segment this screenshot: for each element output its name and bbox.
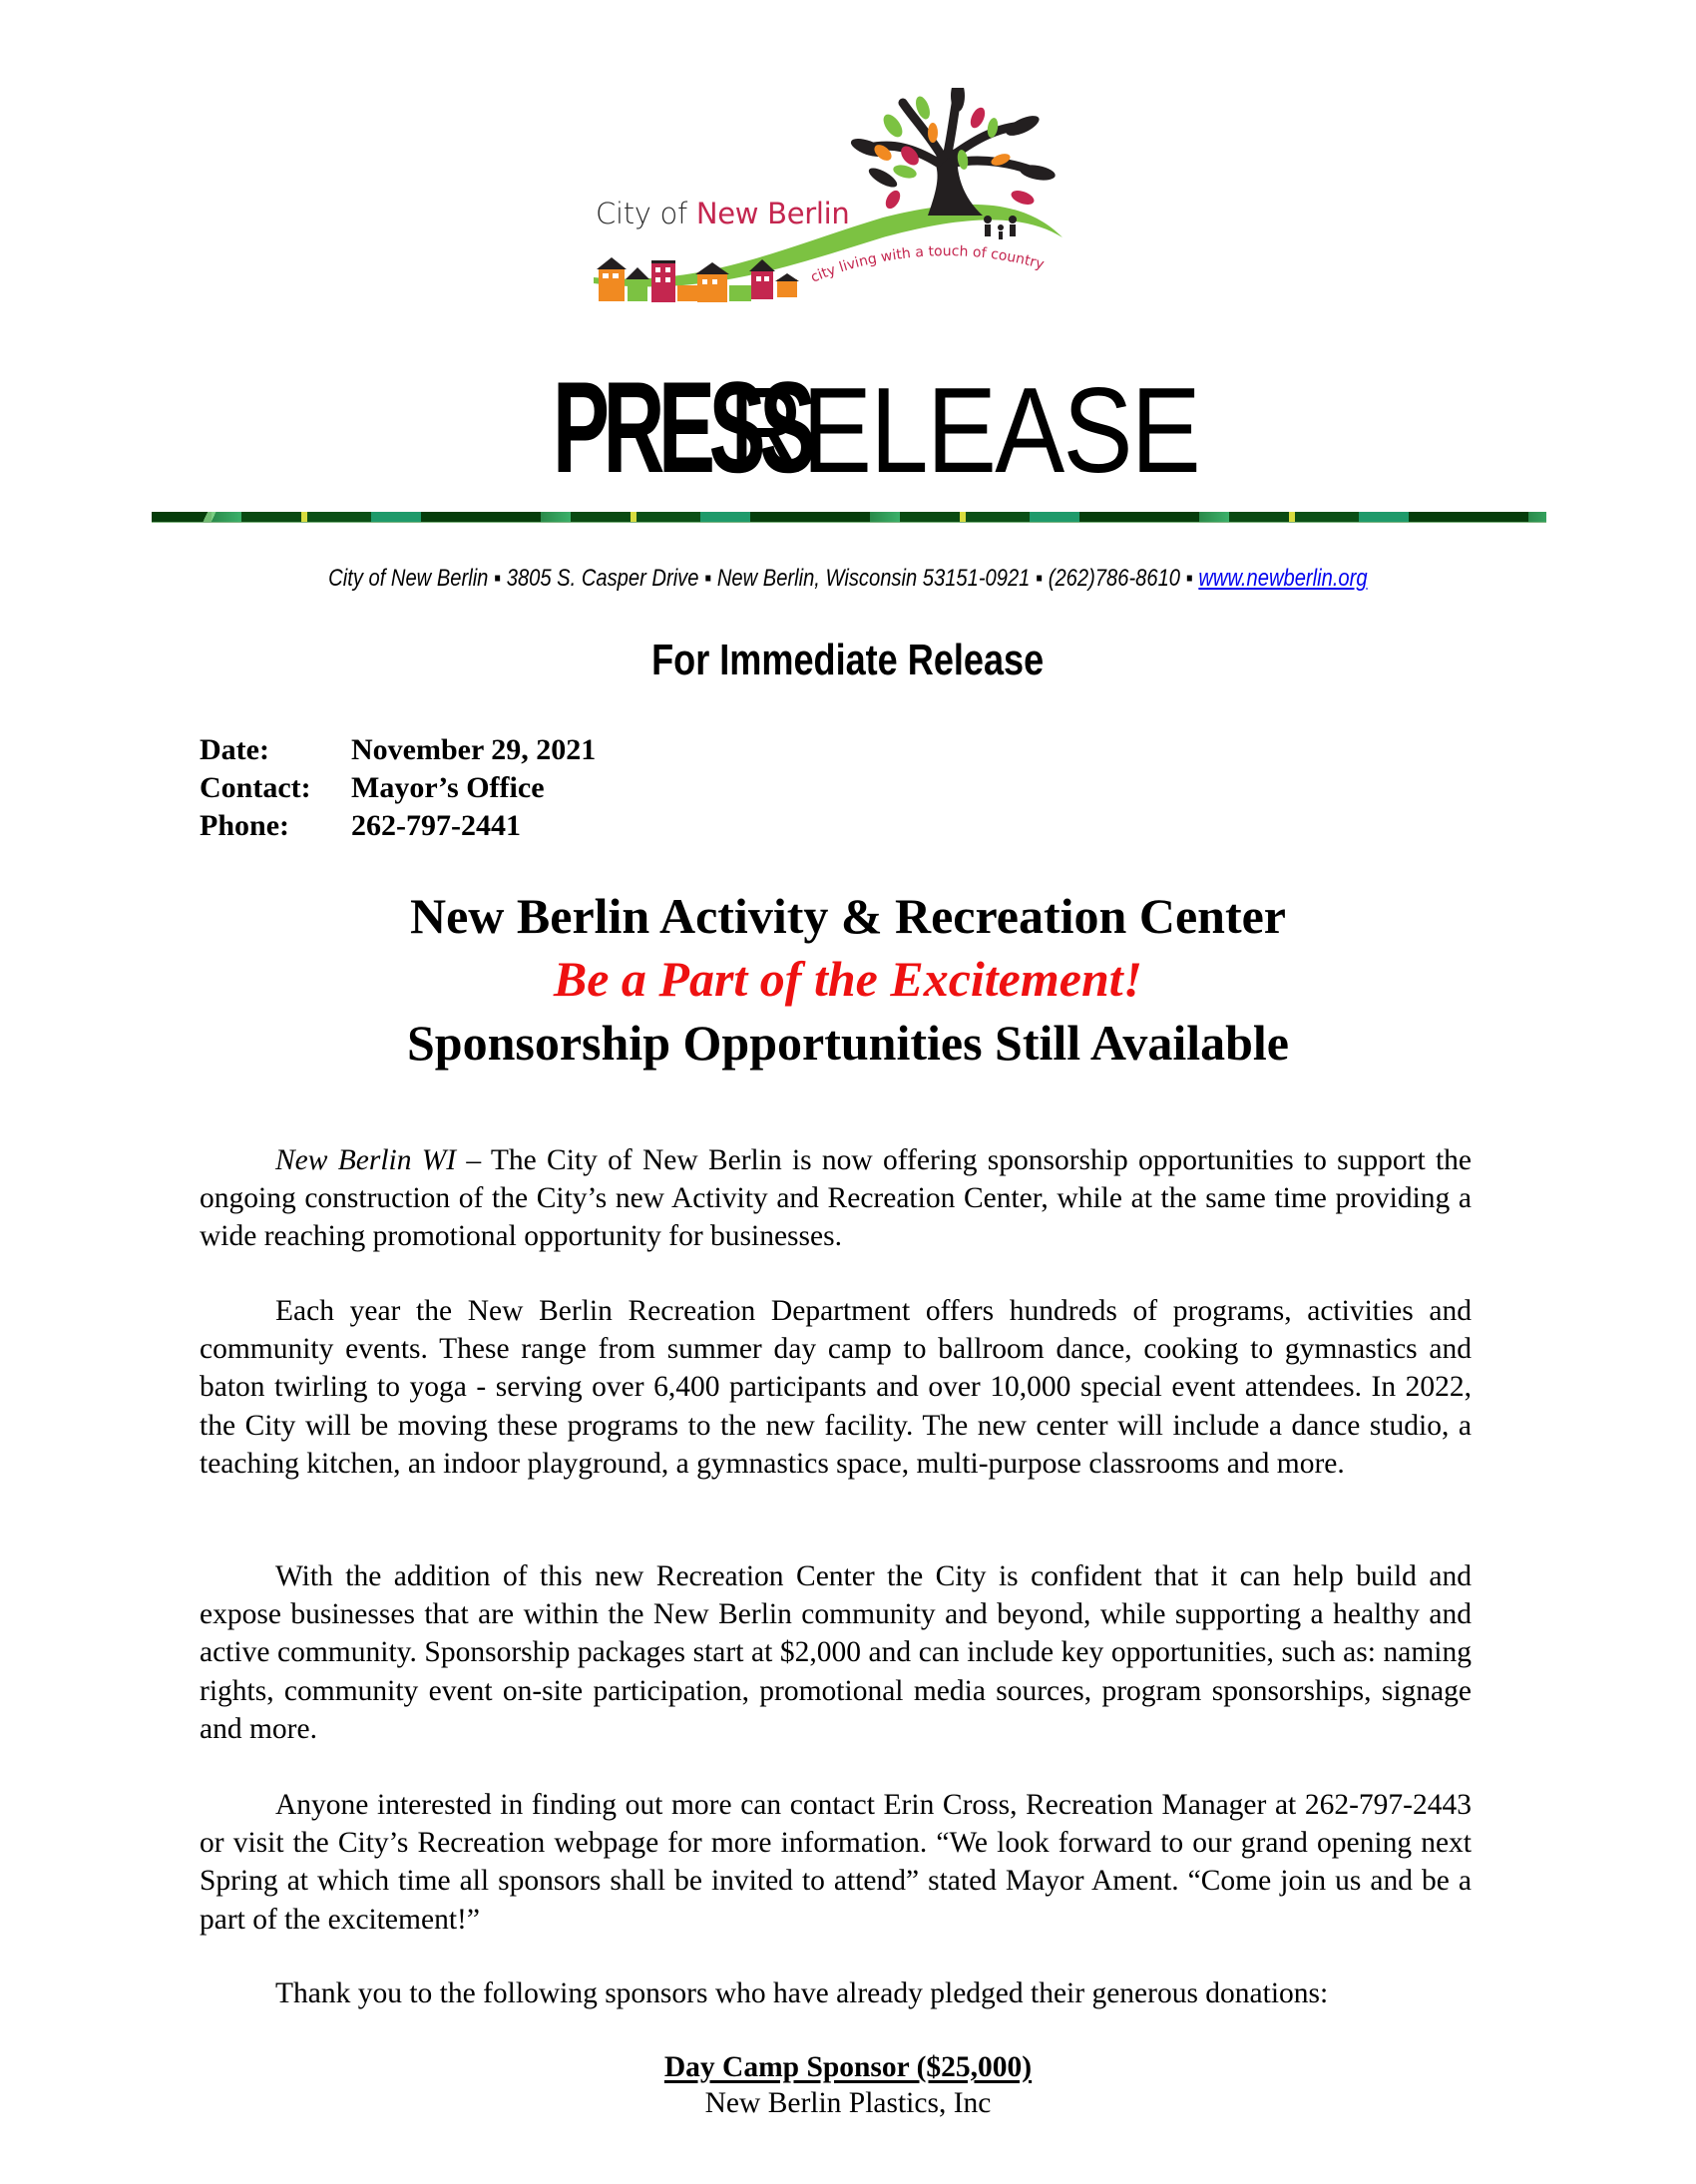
release-type-text: For Immediate Release — [651, 636, 1045, 684]
paragraph-text: Anyone interested in finding out more can contact Erin Cross, Recreation Manager at 262-797-2443 or visit the City’s Recreation webpage for more information. “We look forward to our grand opening next Spring at which time all sponsors shall be invited to attend” stated Mayor Ament. “Come join us and be a part of the excitement!” — [200, 1789, 1472, 1936]
title-release: RELEASE — [727, 362, 1199, 498]
paragraph-text: Each year the New Berlin Recreation Department offers hundreds of programs, activities and community events. These range from summer day camp to ballroom dance, cooking to gymnastics and baton twirling to yoga - serving over 6,400 participants and over 10,000 special event attendees. In 2022, the City will be moving these programs to the new facility. The new center will include a dance studio, a teaching kitchen, an indoor playground, a gymnastics space, multi-purpose classrooms and more. — [200, 1295, 1472, 1480]
decorative-divider — [152, 512, 1546, 523]
logo-city-text: City of — [596, 197, 696, 230]
address-text: City of New Berlin ▪ 3805 S. Casper Drive ▪ New Berlin, Wisconsin 53151-0921 ▪ (262)786-8610 ▪ — [328, 565, 1199, 592]
paragraph-thanks — [200, 1974, 1472, 2012]
paragraph-text: – The City of New Berlin is now offering sponsorship opportunities to support the ongoing construction of the City’s new Activity and Recreation Center, while at the same time providing a wide reaching promotional opportunity for businesses. — [200, 1144, 1472, 1253]
logo-wordmark — [596, 197, 850, 230]
headline-subtitle: Be a Part of the Excitement! — [553, 951, 1143, 1007]
meta-row-date — [200, 731, 596, 769]
logo-tagline: city living with a touch of country — [808, 243, 1047, 286]
meta-label: Contact: — [200, 771, 311, 804]
svg-text:city living with a touch of co — [808, 243, 1046, 286]
website-link[interactable]: www.newberlin.org — [1198, 565, 1368, 592]
meta-value: 262-797-2441 — [351, 809, 521, 842]
title-press: PRESS — [553, 354, 810, 500]
city-logo — [584, 88, 1072, 307]
sponsor-tier-heading: Day Camp Sponsor ($25,000) — [663, 2051, 1033, 2083]
logo-name-text: New Berlin — [695, 197, 850, 230]
meta-value: Mayor’s Office — [351, 771, 545, 804]
paragraph-text: Thank you to the following sponsors who have already pledged their generous donations: — [275, 1977, 1329, 2009]
paragraph-intro — [200, 1141, 1472, 1256]
release-type-heading — [0, 636, 1696, 684]
meta-label: Date: — [200, 733, 269, 766]
meta-label: Phone: — [200, 809, 289, 842]
meta-row-contact — [200, 769, 596, 807]
dateline: New Berlin WI — [275, 1144, 457, 1176]
headline-tagline: Sponsorship Opportunities Still Available — [406, 1015, 1290, 1071]
headline-title: New Berlin Activity & Recreation Center — [410, 888, 1286, 944]
paragraph-sponsorship — [200, 1557, 1472, 1748]
paragraph-contact — [200, 1786, 1472, 1939]
meta-value: November 29, 2021 — [351, 733, 597, 766]
paragraph-text: With the addition of this new Recreation Center the City is confident that it can help build and expose businesses that are within the New Berlin community and beyond, while supporting a healthy and active community. Sponsorship packages start at $2,000 and can include key opportunities, such as: naming rights, community event on-site participation, promotional media sources, program sponsorships, signage and more. — [200, 1560, 1472, 1745]
release-meta — [200, 731, 596, 845]
paragraph-programs — [200, 1292, 1472, 1483]
press-release-title — [0, 354, 1696, 500]
address-line — [0, 567, 1696, 591]
meta-row-phone — [200, 807, 596, 845]
sponsor-name: New Berlin Plastics, Inc — [704, 2087, 992, 2119]
